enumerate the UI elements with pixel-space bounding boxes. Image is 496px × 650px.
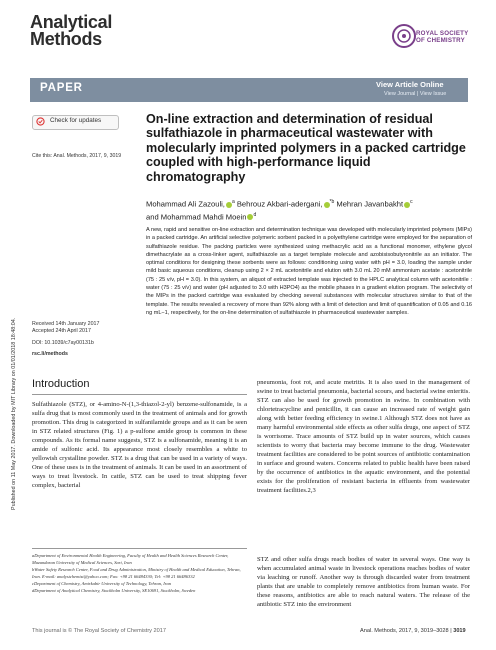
doi[interactable]: DOI: 10.1039/c7ay00131b <box>32 340 94 346</box>
author-3[interactable]: Mehran Javanbakht <box>334 199 404 209</box>
citation: Cite this: Anal. Methods, 2017, 9, 3019 <box>32 153 122 159</box>
body-text-left-column: Sulfathiazole (STZ), or 4-amino-N-(1,3-thiazol-2-yl) benzene-sulfonamide, is a sulfa drug that is most commonly used in the treatment of animals and for growth promotion. This drug is categorized in sulfanilamide groups and as it can be seen in STZ related structures (Fig. 1) a p-sulfone amide group is common in these compounds. As its formal name suggests, STZ is a sulfonamide, meaning it is an amide of sulfonic acid. Its appearance most closely resembles a white to yellowish crystalline powder. STZ is a drug that can be used in a variety of ways. One of these uses is in the treatment of animals. It can be used in an assortment of ways to treat livestock. In cattle, STZ can be used to treat shipping fever complex, bacterial <box>32 401 247 489</box>
author-2[interactable]: Behrouz Akbari-adergani, <box>234 199 323 209</box>
publication-side-note <box>2 150 17 510</box>
body-text-right-column: pneumonia, foot rot, and acute metritis. It is also used in the management of swine to treat bacterial pneumonia, bacterial scours, and bacterial swine enteritis. STZ can also be used for growth promotion in swine. In combination with chlortetracycline and penicillin, it can cause an increased rate of weight gain along with better feeding efficiency in swine.1 Although STZ does not have as many harmful environmental side effects as other sulfa drugs, one aspect of STZ is worrisome. Trace amounts of STZ build up in water sources, which causes scientists to worry that bacteria may become immune to the drug. Wastewater treatment facilities are considered to be point sources of antibiotic contamination in surface and ground waters. Concerns related to public health have been raised by the occurrence of antibiotics in the aquatic environment, and the potential exists for the proliferation of resistant bacteria in effluents from wastewater treatment facilities.2,3 <box>257 379 470 494</box>
view-article-online-link[interactable]: View Article Online <box>376 80 444 89</box>
body-text-right-column-paragraph-2: STZ and other sulfa drugs reach bodies of water in several ways. One way is when accumulated animal waste in livestock operations reaches bodies of water via leaching or runoff. Another way is through discarded water from treatment plants that are unable to completely remove antibiotics from human waste. For these reasons, antibiotics are able to reach natural waters. The release of the antibiotic STZ into the environment <box>257 556 470 608</box>
author-list <box>146 197 470 222</box>
history-dates <box>32 321 99 335</box>
author-3-affil: c <box>410 199 413 205</box>
journal-name-line1: Analytical <box>30 12 113 32</box>
journal-short-link[interactable]: rsc.li/methods <box>32 351 68 357</box>
journal-name-line2: Methods <box>30 29 102 49</box>
abstract: A new, rapid and sensitive on-line extraction and determination technique was developed with molecularly imprinted polymers (MIPs) in a packed cartridge. An artificial selective polymeric sorbent packed in a polyethylene cartridge were employed for the separation of sulfathiazole residue. The packing particles were synthesized using methacrylic acid as a functional monomer, ethylene glycol dimethacrylate as a cross-linker agent, sulfathiazole as a target template molecule and azobisisobutyronitrile as an initiator. The optimal conditions for designing these sorbents were as follows: conditioning using water with pH = 3.0, loading the sample under mild basic aqueous conditions, cleanup using 2 × 2 mL acetonitrile and elution with 3.0 mL 20 mM ammonium acetate : acetonitrile (75 : 25 v/v, pH = 3.0). In this system, an aliquot of extracted template was injected to the HPLC analytical column with acetonitrile : water (75 : 25 v/v) and water (pH adjusted to 3.0 with H3PO4) as the mobile phases in a gradient elution program. The selectivity of the MIPs in the packed cartridge was evaluated by checking several substances with molecular structures similar to that of the template. The results revealed a recovery of more than 92% along with a limit of detection and limit of quantification of 0.05 and 0.16 ng mL−1, respectively, for the on-line determination of sulfathiazole in pharmaceutical wastewater samples. <box>146 227 472 316</box>
footnote-a: aDepartment of Environmental Health Engineering, Faculty of Health and Health Sciences Research Center, Mazandaran University of Medical Sciences, Sari, Iran <box>32 553 229 565</box>
check-updates-label: Check for updates <box>50 117 102 124</box>
accepted-date: Accepted 24th April 2017 <box>32 328 91 335</box>
heading-rule <box>32 394 247 395</box>
side-note-text: Published on 11 May 2017. Downloaded by MIT Library on 01/01/2018 18:48:04. <box>11 317 17 510</box>
footer-journal-citation: Anal. Methods, 2017, 9, 3019–3028 <box>360 628 449 634</box>
affiliation-footnotes <box>32 553 247 594</box>
author-2-affil: *b <box>329 199 335 205</box>
author-1-affil: a <box>231 199 235 205</box>
copyright-footer: This journal is © The Royal Society of Chemistry 2017 <box>32 628 166 634</box>
author-4[interactable]: and Mohammad Mahdi Moein <box>146 212 247 222</box>
footnote-rule <box>32 548 247 549</box>
footnote-b: bWater Safety Research Center, Food and Drug Administration, Ministry of Health and Medical Education, Tehran, Iran. E-mail: analystchemist@yahoo.com; Fax: +98 21 66484330; Tel: +98 21 66486332 <box>32 566 241 579</box>
view-journal-issue-links[interactable]: View Journal | View Issue <box>384 91 447 97</box>
publisher-line1: ROYAL SOCIETY <box>416 30 469 37</box>
footnote-c: cDepartment of Chemistry, Amirkabir University of Technology, Tehran, Iran <box>32 580 171 586</box>
page-number: 3019 <box>453 628 466 634</box>
page-footer: Anal. Methods, 2017, 9, 3019–3028 | 3019 <box>360 628 466 634</box>
received-date: Received 14th January 2017 <box>32 321 100 327</box>
paper-type-label: PAPER <box>40 82 83 94</box>
publisher-name <box>416 30 468 44</box>
section-heading-introduction: Introduction <box>32 378 90 390</box>
refresh-check-icon <box>36 117 45 126</box>
publisher-line2: OF CHEMISTRY <box>416 37 465 44</box>
article-title: On-line extraction and determination of residual sulfathiazole in pharmaceutical wastewater with molecularly imprinted polymers in a packed cartridge coupled with high-performance liquid chromatography <box>146 112 466 184</box>
journal-name <box>30 14 112 48</box>
author-1[interactable]: Mohammad Ali Zazouli, <box>146 199 225 209</box>
footnote-d: dDepartment of Analytical Chemistry, Stockholm University, SE10691, Stockholm, Sweden <box>32 587 196 593</box>
author-4-affil: d <box>253 211 257 218</box>
